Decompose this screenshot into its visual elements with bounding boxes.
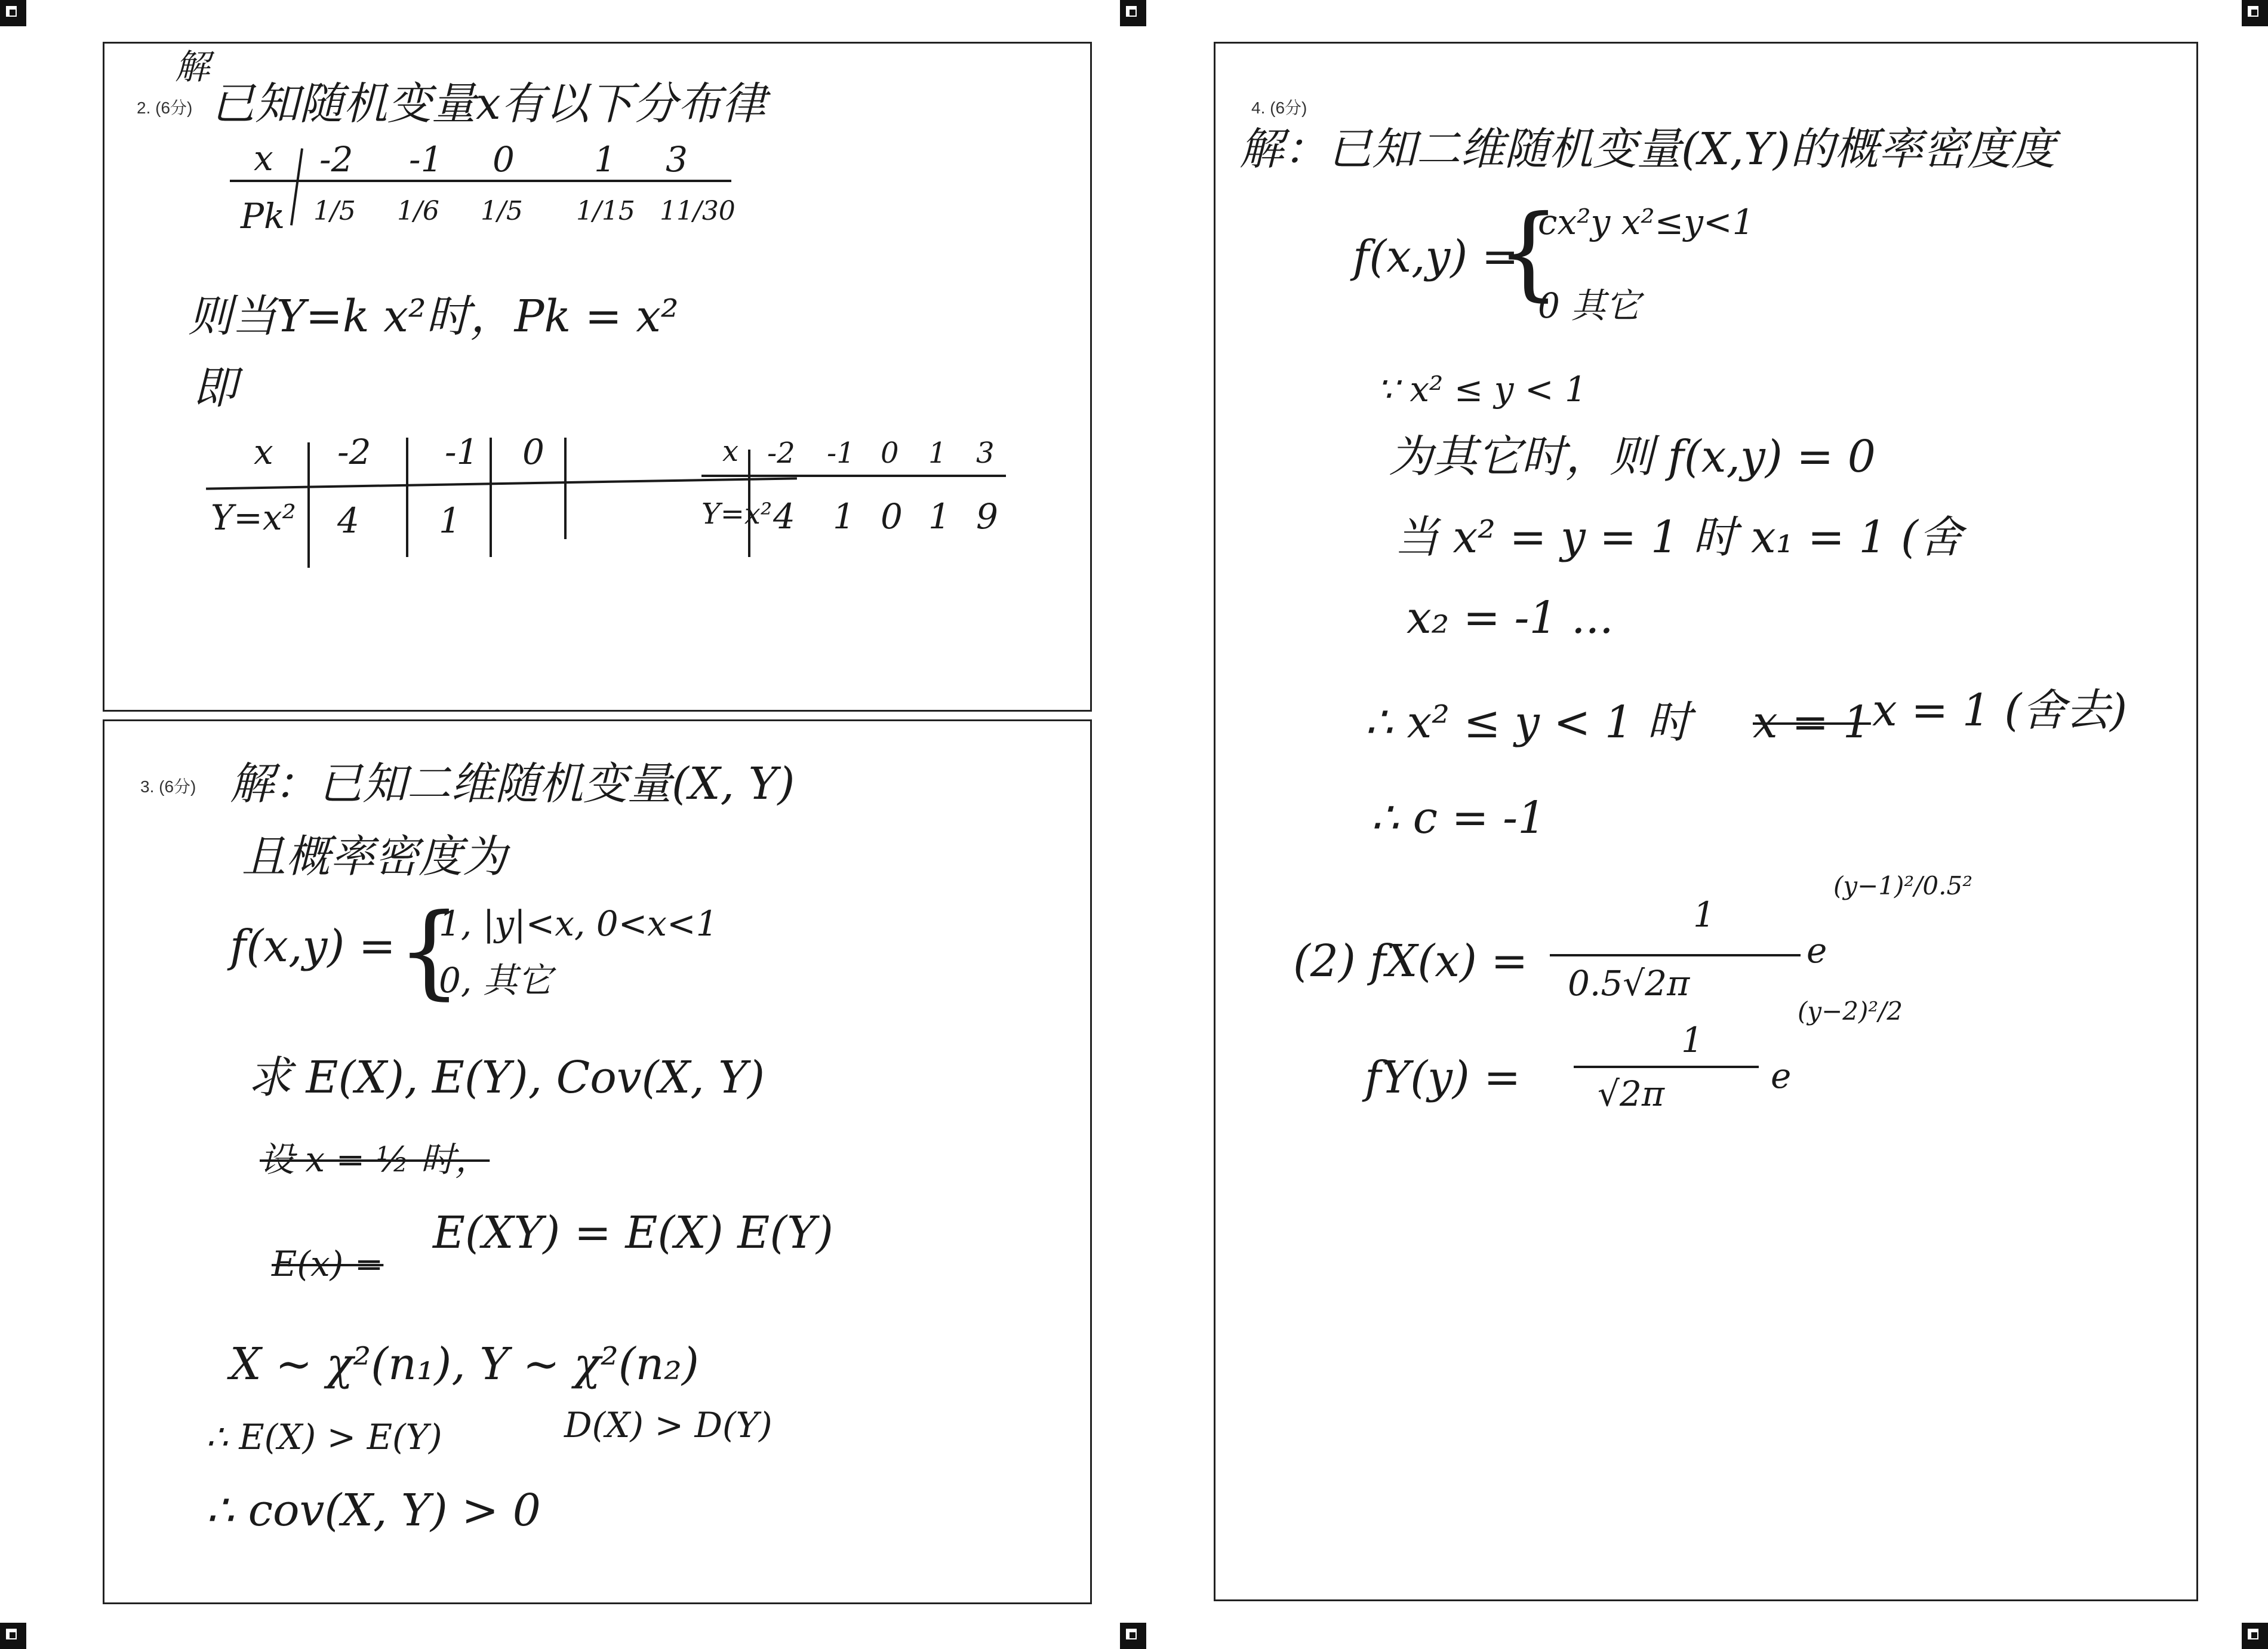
table-header-x: x: [254, 432, 273, 472]
fraction-numerator: 1: [1693, 894, 1715, 935]
handwriting-line: X ~ χ²(n₁), Y ~ χ²(n₂): [230, 1339, 699, 1390]
table-cell: 0: [493, 139, 515, 180]
handwriting-line: 解：已知二维随机变量(X,Y)的概率密度度: [1239, 124, 2055, 175]
table-cell: 3: [976, 436, 995, 470]
answer-box-q2: [103, 42, 1092, 712]
exponent: (y−1)²/0.5²: [1833, 871, 1973, 900]
table-cell: 1: [928, 436, 947, 470]
table-header-x: x: [254, 138, 273, 179]
question-number: 3. (6分): [140, 777, 196, 796]
table-header-y: Y=x²: [701, 497, 773, 531]
case-line: 0 其它: [1538, 285, 1641, 326]
table-cell: 0: [522, 432, 544, 472]
handwriting-line: 为其它时，则 f(x,y) = 0: [1389, 431, 1876, 482]
fiducial-marker-bottom-right: [2242, 1623, 2268, 1649]
handwriting-line: 求 E(X), E(Y), Cov(X, Y): [248, 1052, 765, 1103]
fiducial-marker-bottom-center: [1120, 1623, 1146, 1649]
handwriting-line: D(X) > D(Y): [564, 1405, 773, 1445]
table-cell: 9: [976, 496, 998, 537]
table-cell: 1/6: [397, 196, 439, 226]
case-line: 0, 其它: [439, 960, 552, 1001]
handwriting-line: 已知随机变量x有以下分布律: [211, 78, 766, 130]
exponent-base: e: [1807, 930, 1827, 971]
exponent-base: e: [1771, 1056, 1792, 1096]
case-line: 1, |y|<x, 0<x<1: [439, 903, 718, 944]
question-number: 2. (6分): [137, 99, 193, 117]
handwriting-line: 即: [193, 362, 237, 414]
brace: {: [397, 892, 462, 1010]
handwriting-line: 解：已知二维随机变量(X, Y): [230, 758, 795, 810]
brace: {: [1496, 193, 1561, 312]
crossed-out-line: E(x) =: [272, 1244, 384, 1284]
fraction-denominator: √2π: [1598, 1073, 1664, 1114]
exponent: (y−2)²/2: [1798, 996, 1903, 1026]
table-cell: 1/5: [313, 196, 356, 226]
fraction-numerator: 1: [1681, 1020, 1703, 1060]
handwriting-line: 则当Y=k x²时，Pk = x²: [188, 291, 679, 342]
answer-box-q4: [1214, 42, 2198, 1601]
table-cell: 1/15: [576, 196, 635, 226]
formula-fy: fY(y) =: [1365, 1052, 1521, 1103]
table-cell: 1: [594, 139, 616, 180]
crossed-out-line: x = 1: [1753, 697, 1871, 748]
table-cell: 3: [666, 139, 688, 180]
handwriting-line: ∴ cov(X, Y) > 0: [206, 1485, 541, 1536]
handwriting-line: 当 x² = y = 1 时 x₁ = 1 (舍: [1395, 512, 1962, 563]
fiducial-marker-top-right: [2242, 0, 2268, 26]
table-cell: 1/5: [481, 196, 523, 226]
table-cell: 4: [773, 496, 795, 537]
handwriting-line: E(XY) = E(X) E(Y): [433, 1207, 833, 1259]
handwriting-line: 且概率密度为: [242, 831, 507, 882]
table-cell: 11/30: [660, 196, 736, 226]
fraction-denominator: 0.5√2π: [1568, 963, 1690, 1004]
crossed-out-line: 设 x = ½ 时，: [260, 1139, 490, 1180]
table-cell: -2: [767, 436, 795, 470]
table-cell: -1: [409, 139, 443, 180]
table-cell: 1: [833, 496, 855, 537]
table-header-x: x: [722, 435, 739, 468]
table-cell: 0: [881, 436, 899, 470]
handwriting-line: ∴ c = -1: [1371, 792, 1546, 844]
handwriting-line: x₂ = -1 ...: [1407, 592, 1614, 644]
fiducial-marker-top-left: [0, 0, 26, 26]
table-cell: -2: [337, 432, 371, 472]
fraction-bar: [1550, 954, 1801, 956]
formula-fx: (2) fX(x) =: [1293, 936, 1528, 987]
table-header-y: Y=x²: [211, 497, 296, 538]
handwriting-line: x = 1 (舍去): [1872, 685, 2128, 736]
fraction-bar: [1574, 1066, 1759, 1068]
fiducial-marker-bottom-left: [0, 1623, 26, 1649]
answer-box-q3: [103, 719, 1092, 1604]
formula-fxy: f(x,y) =: [230, 921, 396, 972]
handwriting-line: ∴ x² ≤ y < 1 时: [1365, 697, 1691, 748]
table-cell: 4: [337, 500, 359, 541]
formula-fxy: f(x,y) =: [1353, 231, 1519, 282]
table-cell: 1: [439, 500, 461, 541]
table-cell: -1: [827, 436, 855, 470]
fiducial-marker-top-center: [1120, 0, 1146, 26]
table-cell: 0: [881, 496, 903, 537]
case-line: cx²y x²≤y<1: [1538, 202, 1755, 242]
handwriting-line: ∴ E(X) > E(Y): [206, 1417, 442, 1457]
handwriting-line: ∵ x² ≤ y < 1: [1377, 369, 1587, 410]
question-number: 4. (6分): [1251, 99, 1307, 117]
table-cell: 1: [928, 496, 950, 537]
table-cell: -2: [319, 139, 353, 180]
table-cell: -1: [445, 432, 479, 472]
handwriting-jie: 解: [175, 47, 210, 87]
table-header-p: Pk: [241, 196, 285, 236]
